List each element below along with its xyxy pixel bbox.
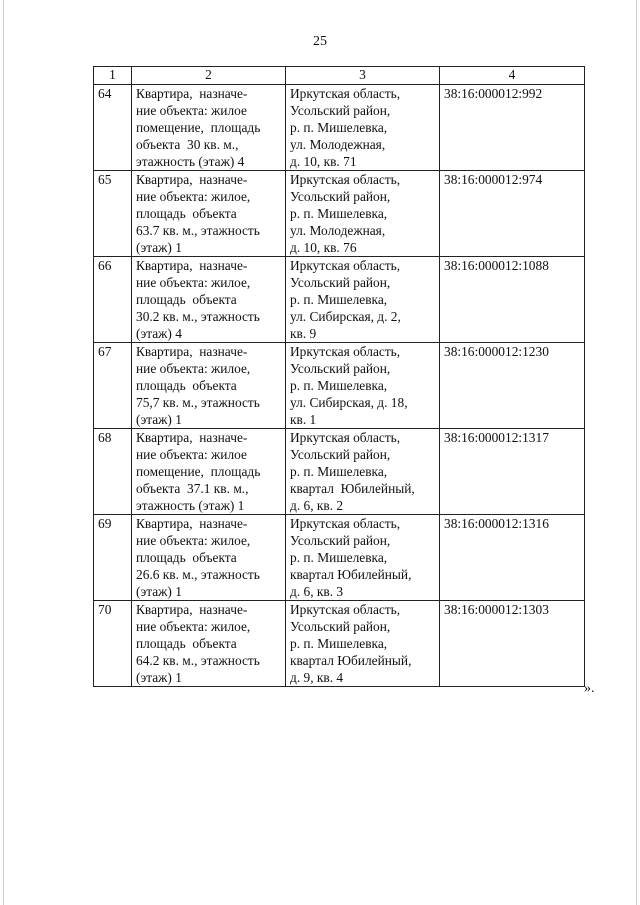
table-row	[94, 171, 585, 257]
page-number: 25	[313, 34, 327, 49]
cadastral-number: 38:16:000012:1088	[440, 257, 585, 343]
cadastral-number: 38:16:000012:1230	[440, 343, 585, 429]
object-description: Квартира, назначе- ние объекта: жилое помещение, площадь объекта 30 кв. м., этажность (этаж) 4	[132, 85, 286, 171]
object-address: Иркутская область, Усольский район, р. п. Мишелевка, ул. Молодежная, д. 10, кв. 71	[286, 85, 440, 171]
column-header-number: 1	[94, 67, 132, 85]
property-registry-table	[93, 66, 585, 687]
object-address: Иркутская область, Усольский район, р. п. Мишелевка, ул. Молодежная, д. 10, кв. 76	[286, 171, 440, 257]
object-address: Иркутская область, Усольский район, р. п. Мишелевка, квартал Юбилейный, д. 9, кв. 4	[286, 601, 440, 687]
column-header-description: 2	[132, 67, 286, 85]
row-number: 68	[94, 429, 132, 515]
table-row	[94, 429, 585, 515]
table-row	[94, 515, 585, 601]
table-row	[94, 257, 585, 343]
object-description: Квартира, назначе- ние объекта: жилое, площадь объекта 63.7 кв. м., этажность (этаж) 1	[132, 171, 286, 257]
scan-margin-right	[636, 0, 637, 905]
object-description: Квартира, назначе- ние объекта: жилое, площадь объекта 30.2 кв. м., этажность (этаж) 4	[132, 257, 286, 343]
row-number: 70	[94, 601, 132, 687]
row-number: 66	[94, 257, 132, 343]
column-header-address: 3	[286, 67, 440, 85]
row-number: 65	[94, 171, 132, 257]
cadastral-number: 38:16:000012:1316	[440, 515, 585, 601]
row-number: 67	[94, 343, 132, 429]
object-description: Квартира, назначе- ние объекта: жилое помещение, площадь объекта 37.1 кв. м., этажность (этаж) 1	[132, 429, 286, 515]
cadastral-number: 38:16:000012:974	[440, 171, 585, 257]
closing-quote: ».	[584, 681, 595, 696]
table-row	[94, 85, 585, 171]
cadastral-number: 38:16:000012:992	[440, 85, 585, 171]
object-address: Иркутская область, Усольский район, р. п. Мишелевка, ул. Сибирская, д. 18, кв. 1	[286, 343, 440, 429]
row-number: 64	[94, 85, 132, 171]
row-number: 69	[94, 515, 132, 601]
scan-margin-left	[3, 0, 4, 905]
object-address: Иркутская область, Усольский район, р. п. Мишелевка, ул. Сибирская, д. 2, кв. 9	[286, 257, 440, 343]
table-row	[94, 343, 585, 429]
table-row	[94, 601, 585, 687]
object-description: Квартира, назначе- ние объекта: жилое, площадь объекта 26.6 кв. м., этажность (этаж) 1	[132, 515, 286, 601]
column-header-cadastral: 4	[440, 67, 585, 85]
object-address: Иркутская область, Усольский район, р. п. Мишелевка, квартал Юбилейный, д. 6, кв. 3	[286, 515, 440, 601]
object-description: Квартира, назначе- ние объекта: жилое, площадь объекта 64.2 кв. м., этажность (этаж) 1	[132, 601, 286, 687]
object-description: Квартира, назначе- ние объекта: жилое, площадь объекта 75,7 кв. м., этажность (этаж) 1	[132, 343, 286, 429]
object-address: Иркутская область, Усольский район, р. п. Мишелевка, квартал Юбилейный, д. 6, кв. 2	[286, 429, 440, 515]
cadastral-number: 38:16:000012:1303	[440, 601, 585, 687]
cadastral-number: 38:16:000012:1317	[440, 429, 585, 515]
table-header-row	[94, 67, 585, 85]
